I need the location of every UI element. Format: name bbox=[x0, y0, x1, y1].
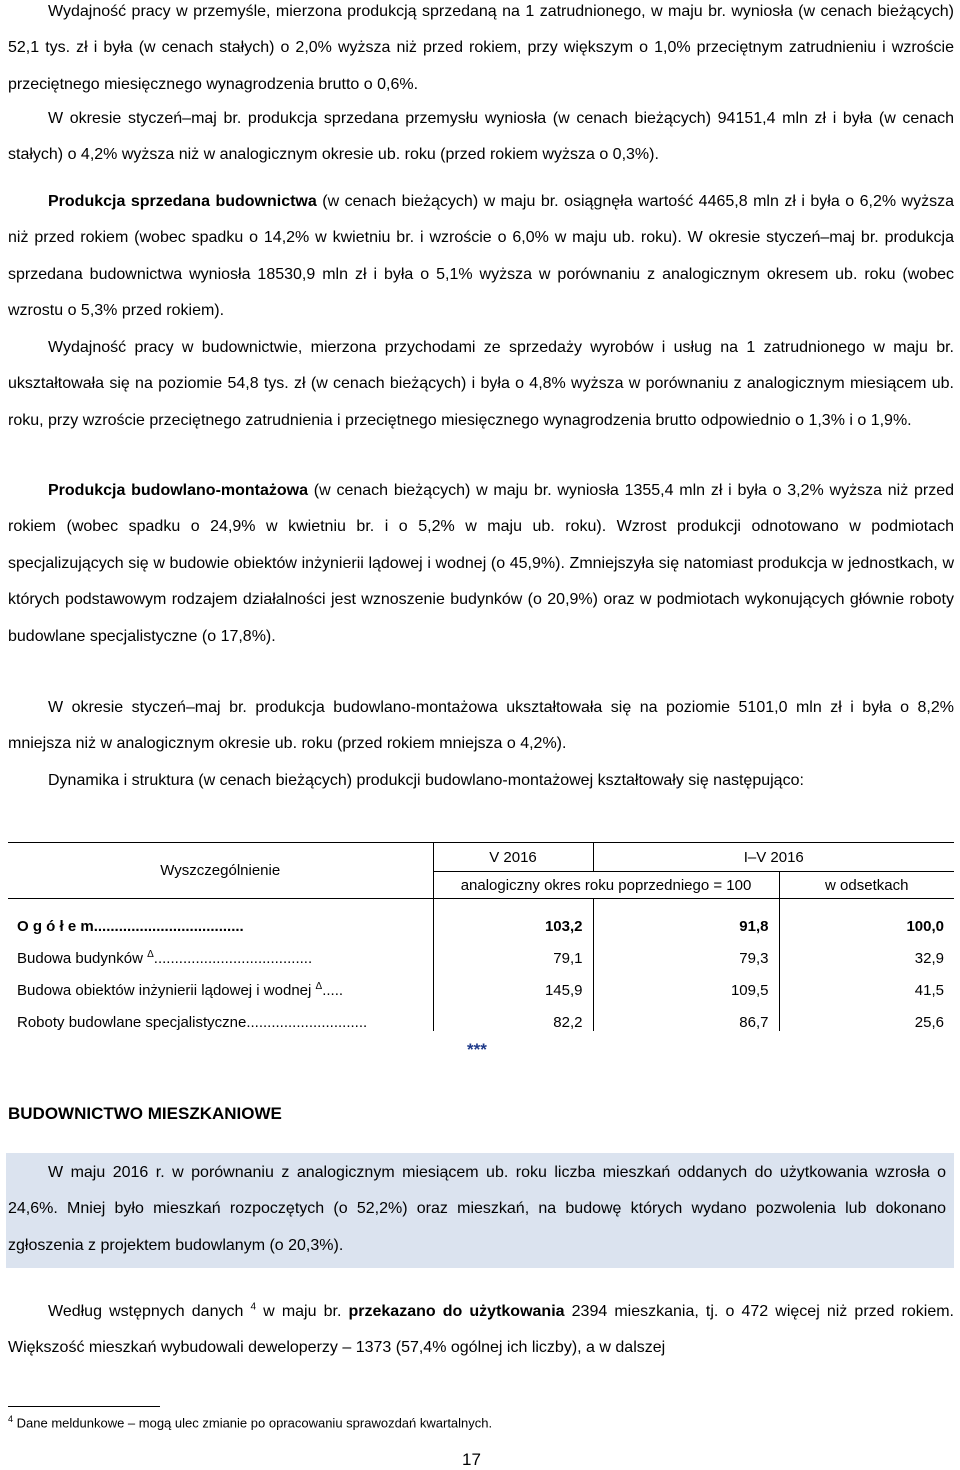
delta-mark: Δ bbox=[315, 981, 323, 992]
section-separator: *** bbox=[467, 1040, 487, 1059]
paragraph-industry-period bbox=[8, 101, 954, 174]
cell-pct: 41,5 bbox=[779, 967, 954, 999]
cell-iv: 109,5 bbox=[593, 967, 779, 999]
table-row bbox=[8, 899, 954, 936]
cell-pct: 100,0 bbox=[779, 899, 954, 936]
cell-v: 103,2 bbox=[433, 899, 593, 936]
footnote-number: 4 bbox=[8, 1414, 14, 1424]
row-label: Budowa obiektów inżynierii lądowej i wodnej $^\Delta$..... bbox=[17, 981, 344, 999]
paragraph-industry-productivity bbox=[8, 0, 954, 103]
table-row bbox=[8, 935, 954, 967]
cell-pct: 32,9 bbox=[779, 935, 954, 967]
paragraph-text: W okresie styczeń–maj br. produkcja sprzedana przemysłu wyniosła (w cenach bieżących) 94151,4 mln zł i była (w cenach stałych) o 4,2% wyższa niż w analogicznym okresie ub. roku (przed rokiem wyższa o 0,3%). bbox=[8, 110, 954, 164]
cell-v: 79,1 bbox=[433, 935, 593, 967]
cell-v: 82,2 bbox=[433, 999, 593, 1031]
footnote-ref[interactable]: 4 bbox=[250, 1301, 257, 1313]
paragraph-text: w maju br. bbox=[256, 1303, 349, 1320]
table-row bbox=[8, 999, 954, 1031]
cell-v: 145,9 bbox=[433, 967, 593, 999]
paragraph-text: Wydajność pracy w przemyśle, mierzona produkcją sprzedaną na 1 zatrudnionego, w maju br. wyniosła (w cenach bieżących) 52,1 tys. zł i była (w cenach stałych) o 2,0% wyższa niż przed rokiem, przy większym o 1,0% przeciętnym zatrudnieniu i wzroście przeciętnego miesięcznego wynagrodzenia brutto o 0,6%. bbox=[8, 3, 954, 93]
paragraph-text: (w cenach bieżących) w maju br. osiągnęła wartość 4465,8 mln zł i była o 6,2% wyższa niż przed rokiem (wobec spadku o 14,2% w kwietniu br. i wzroście o 6,0% w maju ub. roku). W okresie styczeń–maj br. produkcja sprzedana budownictwa wyniosła 18530,9 mln zł i była o 5,1% wyższa w porównaniu z analogicznym okresem ub. roku (wobec wzrostu o 5,3% przed rokiem). bbox=[8, 193, 954, 320]
paragraph-construction-sales bbox=[8, 184, 954, 330]
paragraph-assembly-period bbox=[8, 690, 954, 763]
paragraph-text: Według wstępnych danych bbox=[48, 1303, 244, 1320]
cell-iv: 91,8 bbox=[593, 899, 779, 936]
paragraph-text: 2394 mieszkania, tj. o 472 więcej niż przed rokiem. Większość mieszkań wybudowali deweloperzy – 1373 (57,4% ogólnej ich liczby), a w dalszej bbox=[8, 1303, 955, 1357]
row-label: Roboty budowlane specjalistyczne............................. bbox=[17, 1014, 368, 1031]
bold-phrase: przekazano do użytkowania bbox=[348, 1303, 565, 1320]
summary-box bbox=[6, 1153, 954, 1268]
table-subheader-analog: analogiczny okres roku poprzedniego = 100 bbox=[433, 872, 779, 899]
cell-iv: 86,7 bbox=[593, 999, 779, 1031]
bold-lead: Produkcja sprzedana budownictwa bbox=[48, 193, 317, 210]
row-label: Budowa budynków $^\Delta$...................................... bbox=[17, 949, 313, 967]
page-number: 17 bbox=[462, 1450, 481, 1469]
table-row bbox=[8, 967, 954, 999]
table-header-v2016: V 2016 bbox=[433, 843, 593, 872]
paragraph-dynamics-intro bbox=[8, 763, 954, 799]
bold-lead: Produkcja budowlano-montażowa bbox=[48, 482, 309, 499]
paragraph-text: W okresie styczeń–maj br. produkcja budowlano-montażowa ukształtowała się na poziomie 5101,0 mln zł i była o 8,2% mniejsza niż w analogicznym okresie ub. roku (przed rokiem mniejsza o 4,2%). bbox=[8, 699, 954, 753]
paragraph-housing bbox=[8, 1294, 954, 1367]
delta-mark: Δ bbox=[147, 949, 154, 960]
paragraph-construction-assembly bbox=[8, 473, 954, 655]
section-title: BUDOWNICTWO MIESZKANIOWE bbox=[8, 1104, 282, 1123]
summary-text: W maju 2016 r. w porównaniu z analogicznym miesiącem ub. roku liczba mieszkań oddanych do użytkowania wzrosła o 24,6%. Mniej było mieszkań rozpoczętych (o 52,2%) oraz mieszkań, na budowę których wydano pozwolenia lub dokonano zgłoszenia z projektem budowlanym (o 20,3%). bbox=[8, 1164, 946, 1254]
dynamics-structure-table bbox=[8, 842, 954, 1031]
table-header-iv2016: I–V 2016 bbox=[593, 843, 954, 872]
paragraph-text: (w cenach bieżących) w maju br. wyniosła 1355,4 mln zł i była o 3,2% wyższa niż przed rokiem (wobec spadku o 24,9% w kwietniu br. i o 5,2% w maju ub. roku). Wzrost produkcji odnotowano w podmiotach specjalizujących się w budowie obiektów inżynierii lądowej i wodnej (o 45,9%). Zmniejszyła się natomiast produkcja w jednostkach, w których podstawowym rodzajem działalności jest wznoszenie budynków (o 20,9%) oraz w podmiotach wykonujących głównie roboty budowlane specjalistyczne (o 17,8%). bbox=[8, 482, 954, 645]
footnote-divider bbox=[8, 1406, 160, 1407]
table-header-label: Wyszczególnienie bbox=[8, 843, 433, 899]
cell-iv: 79,3 bbox=[593, 935, 779, 967]
paragraph-text: Dynamika i struktura (w cenach bieżących) produkcji budowlano-montażowej kształtowały się następująco: bbox=[48, 772, 804, 789]
cell-pct: 25,6 bbox=[779, 999, 954, 1031]
paragraph-construction-productivity bbox=[8, 330, 954, 439]
footnote bbox=[8, 1414, 492, 1430]
paragraph-text: Wydajność pracy w budownictwie, mierzona przychodami ze sprzedaży wyrobów i usług na 1 zatrudnionego w maju br. ukształtowała się na poziomie 54,8 tys. zł (w cenach bieżących) i była o 4,8% wyższa w porównaniu z analogicznym miesiącem ub. roku, przy wzroście przeciętnego zatrudnienia i przeciętnego miesięcznego wynagrodzenia brutto odpowiednio o 1,3% i o 1,9%. bbox=[8, 339, 954, 429]
table-subheader-percent: w odsetkach bbox=[779, 872, 954, 899]
footnote-text: Dane meldunkowe – mogą ulec zmianie po opracowaniu sprawozdań kwartalnych. bbox=[16, 1415, 493, 1431]
row-label: O g ó ł e m.................................... bbox=[17, 918, 244, 935]
